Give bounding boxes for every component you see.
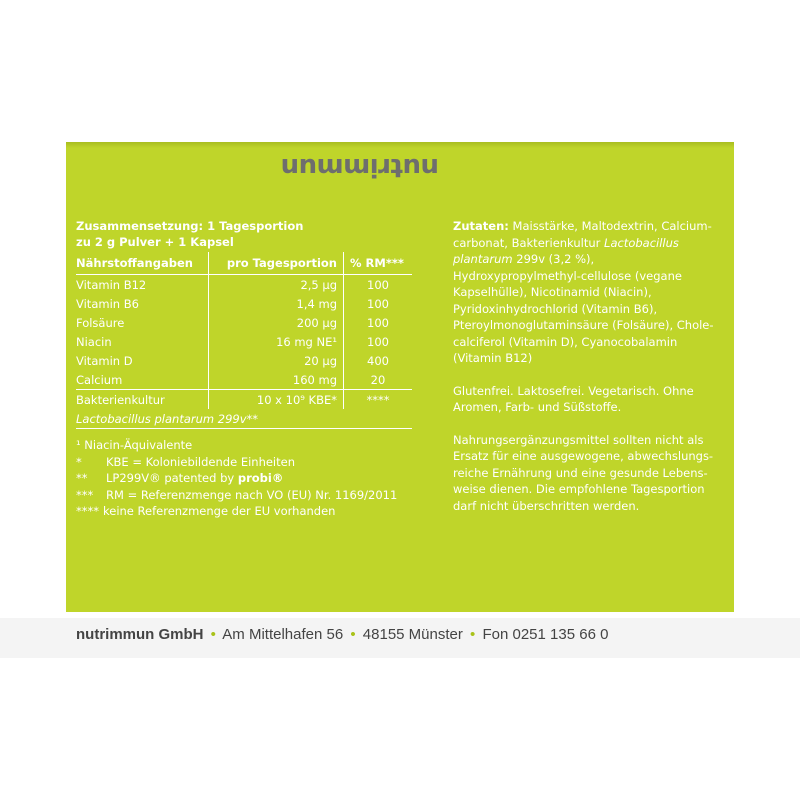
footer-bullet: • (210, 626, 216, 643)
nutrient-amount: 16 mg NE¹ (209, 332, 344, 351)
footnote-mark: ** (76, 471, 88, 485)
footnote-mark: * (76, 454, 82, 469)
nutrition-header-row (76, 252, 412, 275)
composition-section (76, 218, 412, 520)
table-row (76, 332, 412, 351)
footnote-text: RM = Referenzmenge nach VO (EU) Nr. 1169/2011 (106, 487, 398, 502)
footnote-text: keine Referenzmenge der EU vorhanden (103, 504, 336, 518)
nutrient-name: Vitamin B6 (76, 296, 139, 311)
table-row (76, 313, 412, 332)
culture-species: Lactobacillus plantarum 299v** (76, 409, 412, 429)
culture-amount: 10 x 10⁹ KBE* (209, 390, 344, 410)
table-row (76, 351, 412, 370)
nutrient-name: Vitamin D (76, 353, 133, 368)
footer-company: nutrimmun GmbH (76, 626, 204, 643)
probi-logo-text: probi® (237, 471, 284, 485)
col-header-nutrients: Nährstoffangaben (76, 252, 209, 275)
culture-rm: **** (344, 390, 413, 410)
nutrient-name: Niacin (76, 334, 112, 349)
composition-heading-line1: Zusammensetzung: 1 Tagesportion (76, 219, 304, 233)
nutrition-table (76, 252, 412, 429)
table-row (76, 294, 412, 313)
footer-address (76, 626, 608, 643)
ingredients-text-b: 299v (3,2 %), Hydroxypropylmethyl-cellulose (vegane Kapselhülle), Nicotinamid (Niacin), Pyridoxinhydrochlorid (Vitamin B6), Pteroylmonoglutaminsäure (Folsäure), Chole-calciferol (Vitamin D), Cyanocobalamin (Vitamin B12) (453, 252, 714, 365)
nutrient-name: Folsäure (76, 315, 125, 330)
composition-heading-line2: zu 2 g Pulver + 1 Kapsel (76, 235, 234, 249)
nutrient-name: Vitamin B12 (76, 277, 147, 292)
footnote (76, 503, 412, 520)
culture-name: Bakterienkultur (76, 390, 209, 410)
footnote-text (106, 470, 283, 487)
nutrient-amount: 2,5 µg (209, 275, 344, 295)
culture-species-row (76, 409, 412, 429)
footer-street: Am Mittelhafen 56 (222, 626, 344, 643)
col-header-rm: % RM*** (344, 252, 413, 275)
nutrient-name: Calcium (76, 372, 123, 387)
footer-bullet: • (470, 626, 476, 643)
footnote (76, 454, 412, 471)
footnotes (76, 437, 412, 520)
nutrient-rm: 100 (367, 277, 389, 292)
nutrient-amount: 160 mg (209, 370, 344, 390)
brand-logo-inverted: nutrimmun (281, 152, 439, 182)
ingredients-text-a: Maisstärke, Maltodextrin, Calcium-carbonat, Bakterienkultur (453, 219, 712, 250)
ingredients-italic: Lactobacillus plantarum (453, 235, 679, 266)
nutrient-rm: 100 (367, 334, 389, 349)
footnote-text-main: LP299V® patented by (106, 471, 238, 485)
ingredients-section (453, 218, 718, 530)
col-header-per-portion: pro Tagesportion (209, 252, 344, 275)
footnote-text: KBE = Koloniebildende Einheiten (106, 454, 296, 469)
nutrient-rm: 100 (367, 315, 389, 330)
footnote-mark: **** (76, 504, 99, 518)
table-row (76, 370, 412, 390)
footnote-mark: *** (76, 487, 94, 502)
footnote (76, 437, 412, 454)
table-row (76, 275, 412, 295)
nutrient-rm: 400 (367, 353, 389, 368)
nutrient-rm: 20 (370, 372, 386, 387)
nutrient-amount: 1,4 mg (209, 294, 344, 313)
ingredients-label: Zutaten: (453, 219, 509, 233)
footnote-text: ¹ Niacin-Äquivalente (76, 438, 193, 452)
nutrient-amount: 20 µg (209, 351, 344, 370)
ingredients-paragraph (453, 218, 718, 367)
footer-phone: Fon 0251 135 66 0 (482, 626, 609, 643)
box-top-flap (0, 0, 800, 150)
nutrient-amount: 200 µg (209, 313, 344, 332)
footnote (76, 487, 412, 504)
warning-paragraph: Nahrungsergänzungsmittel sollten nicht als Ersatz für eine ausgewogene, abwechslungs-reiche Ernährung und eine gesunde Lebens-weise dienen. Die empfohlene Tagesportion darf nicht überschritten werden. (453, 432, 714, 513)
nutrient-rm: 100 (367, 296, 389, 311)
footer-bullet: • (350, 626, 356, 643)
culture-row (76, 390, 412, 410)
footer-city: 48155 Münster (362, 626, 463, 643)
footnote (76, 470, 412, 487)
claims-paragraph: Glutenfrei. Laktosefrei. Vegetarisch. Ohne Aromen, Farb- und Süßstoffe. (453, 383, 694, 414)
